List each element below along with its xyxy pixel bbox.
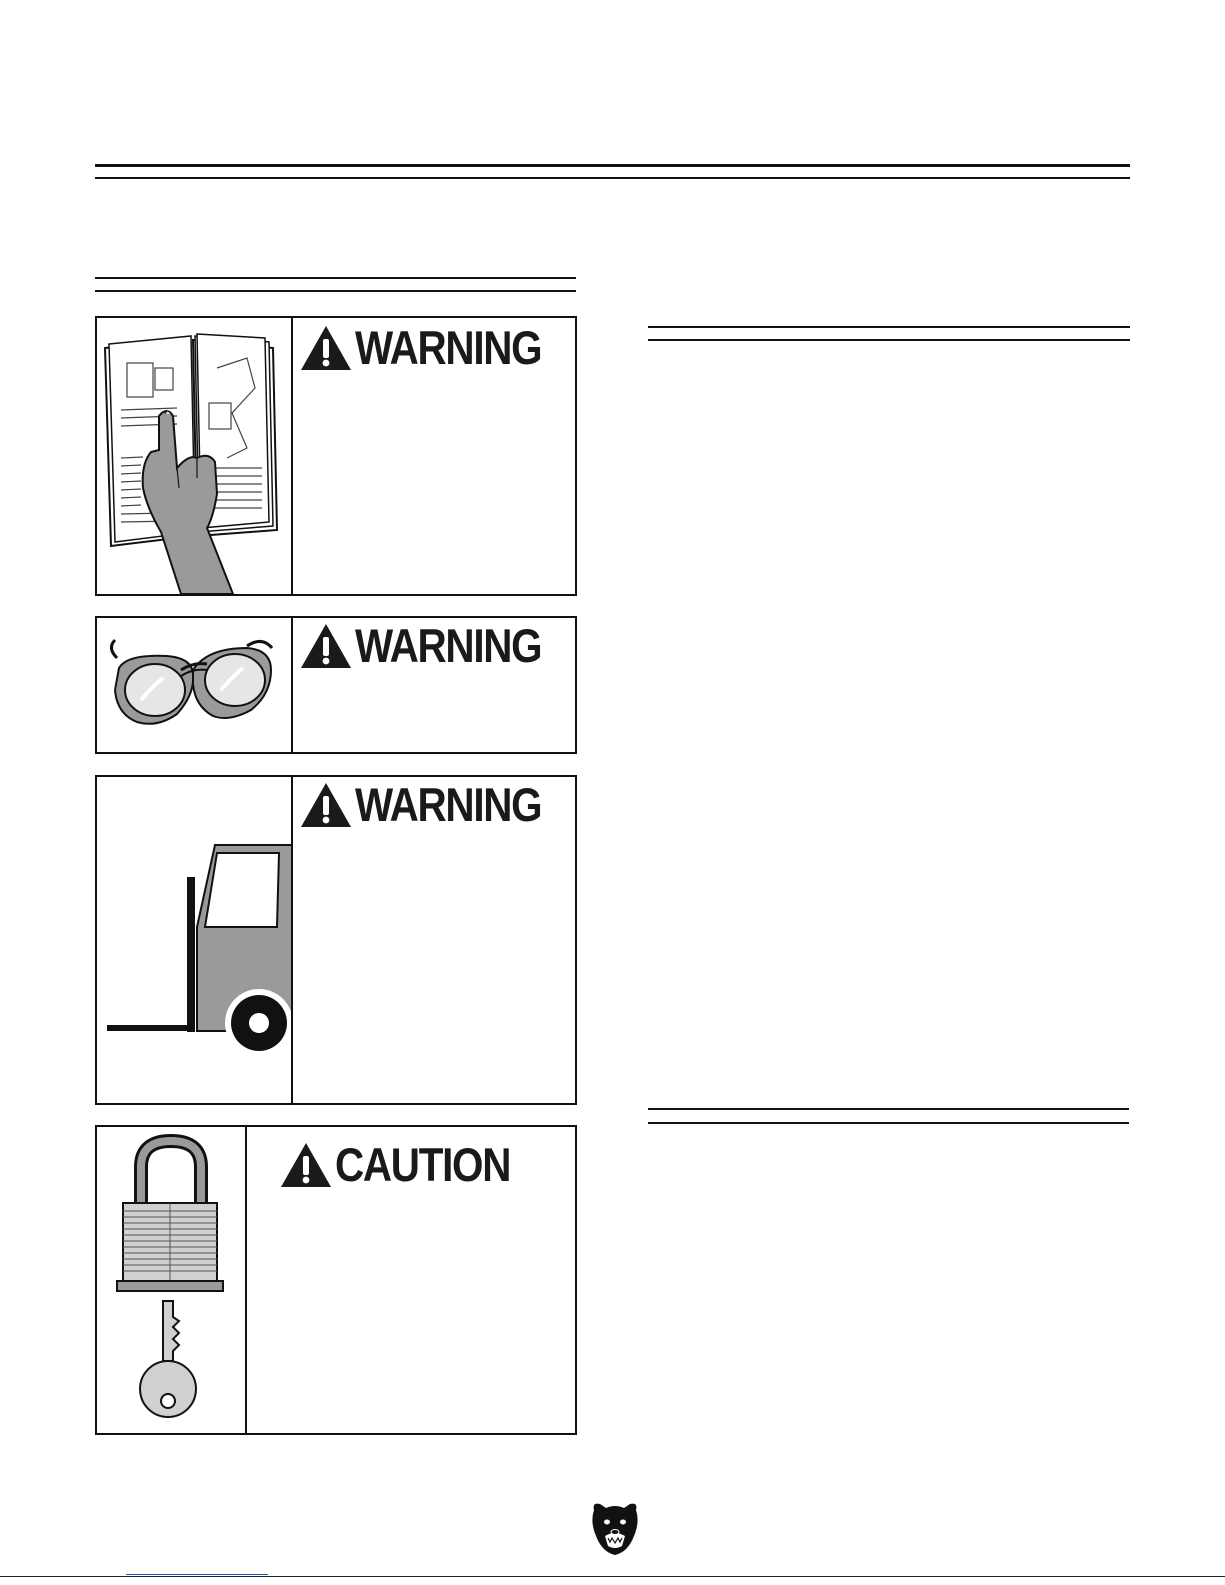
warning-triangle-icon (299, 622, 353, 670)
warning-box-glasses (95, 616, 577, 754)
right-section-rule-top-1 (648, 326, 1130, 328)
manual-reading-hand-icon (97, 318, 293, 594)
right-section-rule-top-2 (648, 1108, 1129, 1110)
padlock-icon (117, 1141, 223, 1291)
header-rule-bottom (95, 177, 1130, 179)
warning-signal (299, 321, 572, 374)
box-divider (291, 777, 293, 1103)
warning-label: WARNING (355, 619, 542, 672)
warning-triangle-icon (299, 324, 353, 372)
warning-signal (299, 778, 572, 831)
caution-signal (279, 1138, 539, 1191)
key-icon (140, 1301, 196, 1417)
caution-box-lockout (95, 1125, 577, 1435)
right-section-rule-bottom-2 (648, 1122, 1129, 1124)
warning-triangle-icon (299, 781, 353, 829)
header-rule-top (95, 164, 1130, 167)
right-section-rule-bottom-1 (648, 339, 1130, 341)
warning-signal (299, 619, 572, 672)
bear-logo-icon (590, 1500, 640, 1556)
warning-label: WARNING (355, 778, 542, 831)
forklift-icon (97, 777, 293, 1103)
box-divider (291, 618, 293, 752)
box-divider (245, 1127, 247, 1433)
warning-label: WARNING (355, 321, 542, 374)
warning-triangle-icon (279, 1141, 333, 1189)
left-section-rule-top (95, 277, 576, 279)
padlock-key-illustration (97, 1127, 247, 1433)
warning-box-manual (95, 316, 577, 596)
left-section-rule-bottom (95, 290, 576, 292)
box-divider (291, 318, 293, 594)
footer-rule (0, 1576, 1225, 1577)
footer-link-underline[interactable] (126, 1574, 268, 1575)
caution-label: CAUTION (335, 1138, 511, 1191)
safety-glasses-icon (97, 618, 293, 752)
warning-box-forklift (95, 775, 577, 1105)
